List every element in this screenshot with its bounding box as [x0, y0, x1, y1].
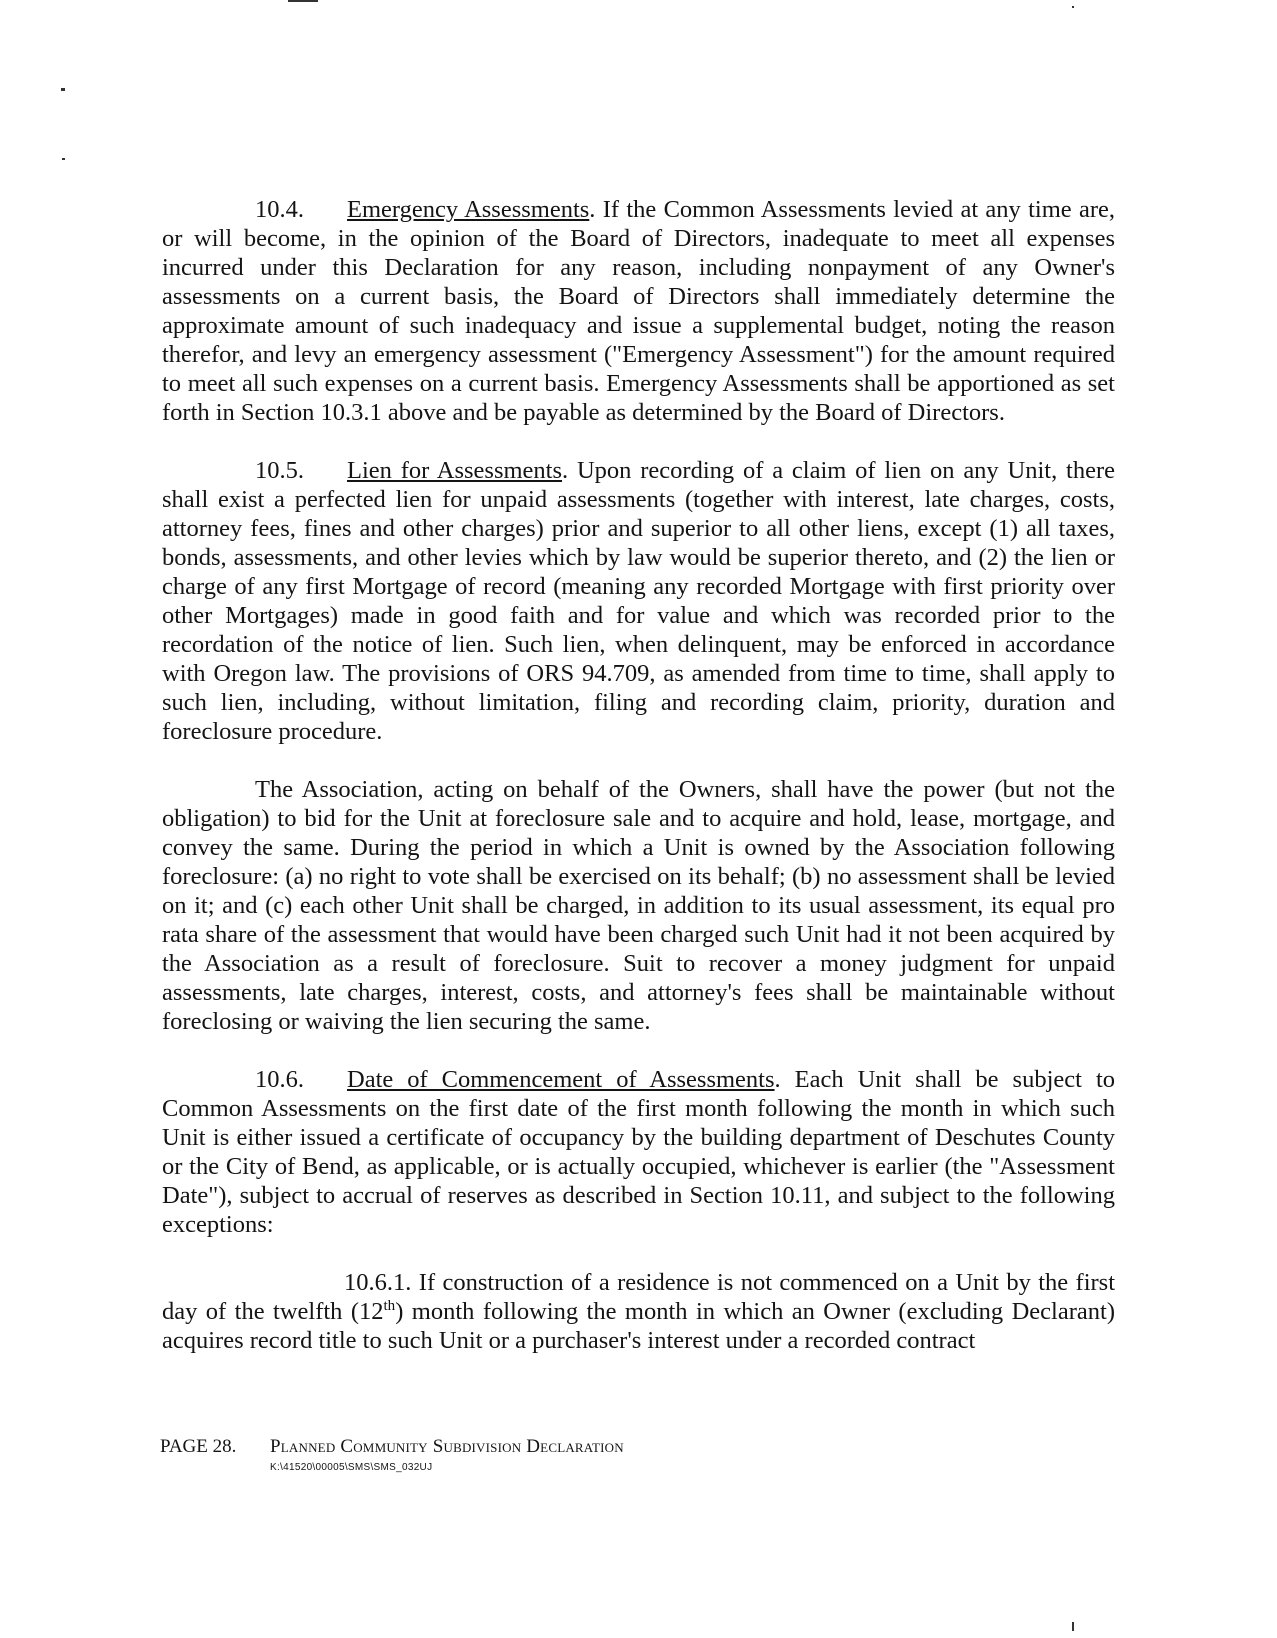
paragraph-association-powers [162, 775, 1115, 1036]
section-heading: Date of Commencement of Assessments [347, 1066, 775, 1093]
section-number: 10.4. [255, 196, 304, 223]
document-body [162, 195, 1115, 1355]
ordinal-superscript: th [383, 1297, 396, 1314]
section-text: . If the Common Assessments levied at any time are, or will become, in the opinion of the Board of Directors, inadequate to meet all expenses incurred under this Declaration for any reason, including nonpayment of any Owner's assessments on a current basis, the Board of Directors shall immediately determine the approximate amount of such inadequacy and issue a supplemental budget, noting the reason therefor, and levy an emergency assessment ("Emergency Assessment") for the amount required to meet all such expenses on a current basis. Emergency Assessments shall be apportioned as set forth in Section 10.3.1 above and be payable as determined by the Board of Directors. [162, 196, 1115, 426]
page-footer [160, 1436, 624, 1473]
section-number: 10.5. [255, 457, 304, 484]
scan-speck [61, 88, 65, 91]
section-text: . Upon recording of a claim of lien on any Unit, there shall exist a perfected lien for unpaid assessments (together with interest, late charges, costs, attorney fees, fines and other charges) prior and superior to all other liens, except (1) all taxes, bonds, assessments, and other levies which by law would be superior thereto, and (2) the lien or charge of any first Mortgage of record (meaning any recorded Mortgage with first priority over other Mortgages) made in good faith and for value and which was recorded prior to the recordation of the notice of lien. Such lien, when delinquent, may be enforced in accordance with Oregon law. The provisions of ORS 94.709, as amended from time to time, shall apply to such lien, including, without limitation, filing and recording claim, priority, duration and foreclosure procedure. [162, 457, 1116, 745]
section-heading: Lien for Assessments [347, 457, 563, 484]
scan-speck [1072, 6, 1074, 8]
section-10-6-1 [162, 1268, 1115, 1355]
page-number: PAGE 28. [160, 1436, 237, 1457]
scan-speck [62, 158, 65, 160]
section-heading: Emergency Assessments [347, 196, 590, 223]
section-number: 10.6.1. [344, 1269, 412, 1296]
section-text-before: If construction of a residence is not commenced on a Unit by the first day of the twelfth (12 [162, 1269, 1116, 1325]
section-10-4 [162, 195, 1115, 427]
scan-speck [288, 0, 318, 2]
section-number: 10.6. [255, 1066, 304, 1093]
section-10-5 [162, 456, 1115, 746]
section-10-6 [162, 1065, 1115, 1239]
section-text: . Each Unit shall be subject to Common Assessments on the first date of the first month following the month in which such Unit is either issued a certificate of occupancy by the building department of Deschutes County or the City of Bend, as applicable, or is actually occupied, whichever is earlier (the "Assessment Date"), subject to accrual of reserves as described in Section 10.11, and subject to the following exceptions: [162, 1066, 1116, 1238]
document-title: Planned Community Subdivision Declaration [270, 1436, 624, 1457]
paragraph-text: The Association, acting on behalf of the Owners, shall have the power (but not the obligation) to bid for the Unit at foreclosure sale and to acquire and hold, lease, mortgage, and convey the same. During the period in which a Unit is owned by the Association following foreclosure: (a) no right to vote shall be exercised on its behalf; (b) no assessment shall be levied on it; and (c) each other Unit shall be charged, in addition to its usual assessment, its equal pro rata share of the assessment that would have been charged such Unit had it not been acquired by the Association as a result of foreclosure. Suit to recover a money judgment for unpaid assessments, late charges, interest, costs, and attorney's fees shall be maintainable without foreclosing or waiving the lien securing the same. [162, 776, 1115, 1035]
scan-speck [1072, 1622, 1074, 1631]
file-path: K:\41520\00005\SMS\SMS_032UJ [270, 1462, 433, 1473]
section-text-after: ) month following the month in which an Owner (excluding Declarant) acquires record title to such Unit or a purchaser's interest under a recorded contract [162, 1298, 1115, 1354]
